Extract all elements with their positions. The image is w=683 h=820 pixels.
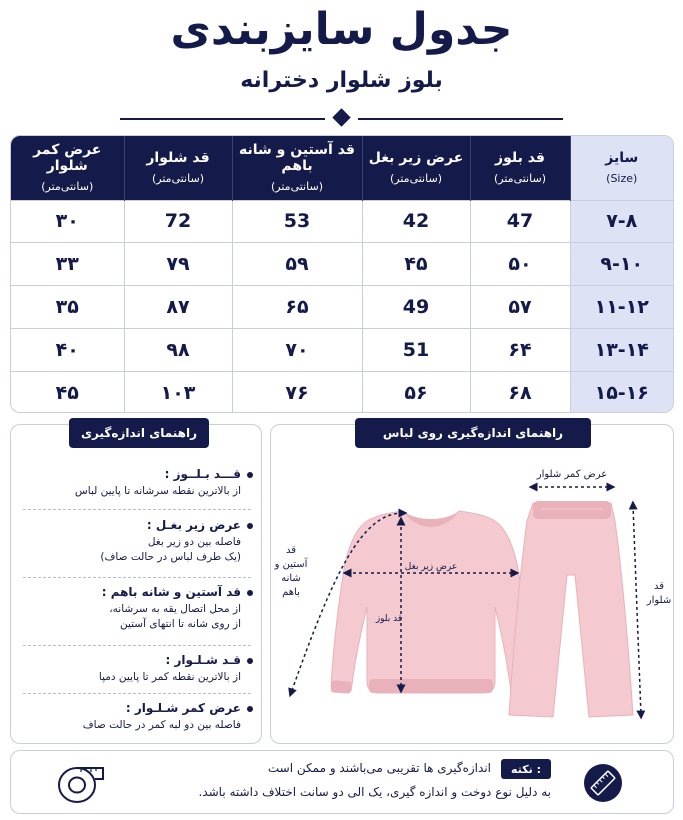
table-cell: 51	[362, 328, 470, 371]
header-pants-length: قد شلوار (سانتی‌متر)	[124, 136, 232, 200]
table-cell: ۵۶	[362, 371, 470, 413]
garment-diagram-panel	[270, 424, 674, 744]
guide-item-desc: از محل اتصال یقه به سرشانه،	[109, 603, 241, 615]
label-sleeve-3: شانه	[281, 573, 301, 584]
note-label-badge: نکته :	[501, 759, 551, 779]
measurement-guide-panel	[10, 424, 262, 744]
guide-item-top-length	[21, 467, 249, 499]
guide-item-desc: فاصله بین دو لبه کمر در حالت صاف	[82, 719, 241, 731]
note-text-line-1: اندازه‌گیری ها تقریبی می‌باشند و ممکن است	[267, 761, 491, 775]
label-top-length: قد بلوز	[375, 614, 403, 624]
label-sleeve-1: قد	[285, 545, 297, 556]
table-cell: ۵۰	[470, 243, 570, 286]
size-cell: ۱۱-۱۲	[570, 286, 673, 329]
guide-item-desc: از بالاترین نقطه سرشانه تا پایین لباس	[74, 485, 241, 497]
title-divider-right	[358, 118, 563, 120]
label-waist-width: عرض کمر شلوار	[536, 469, 608, 480]
table-cell: 42	[362, 200, 470, 243]
guide-item-desc: از روی شانه تا انتهای آستین	[119, 618, 241, 631]
ruler-icon	[583, 763, 623, 803]
guide-item-desc: از بالاترین نقطه کمر تا پایین دمپا	[98, 671, 241, 683]
table-cell: ۳۵	[11, 286, 124, 329]
table-cell: ۵۹	[232, 243, 362, 286]
guide-divider	[23, 577, 251, 578]
guide-item-title: عرض کمر شـلـوار :	[125, 701, 241, 715]
header-underarm-width: عرض زیر بغل (سانتی‌متر)	[362, 136, 470, 200]
table-cell: ۱۰۳	[124, 371, 232, 413]
sweatshirt-illustration	[331, 511, 532, 694]
measuring-tape-icon	[51, 757, 111, 809]
table-cell: ۶۴	[470, 328, 570, 371]
table-cell: ۳۰	[11, 200, 124, 243]
size-cell: ۱۵-۱۶	[570, 371, 673, 413]
table-cell: 53	[232, 200, 362, 243]
table-cell: ۴۰	[11, 328, 124, 371]
title-divider-left	[120, 118, 325, 120]
note-box	[10, 750, 674, 814]
size-cell: ۷-۸	[570, 200, 673, 243]
size-table	[11, 136, 673, 413]
table-cell: 47	[470, 200, 570, 243]
table-row	[11, 328, 673, 371]
bullet-icon	[247, 472, 253, 478]
guide-divider	[23, 645, 251, 646]
guide-item-pants-length	[21, 653, 249, 685]
header-waist-width: عرض کمر شلوار (سانتی‌متر)	[11, 136, 124, 200]
header-top-length: قد بلوز (سانتی‌متر)	[470, 136, 570, 200]
page-title: جدول سایزبندی	[170, 4, 513, 55]
guide-divider	[23, 509, 251, 510]
guide-item-title: قـد شـلـوار :	[165, 653, 241, 667]
table-cell: ۷۰	[232, 328, 362, 371]
page-subtitle: بلوز شلوار دخترانه	[240, 68, 443, 93]
table-cell: ۷۹	[124, 243, 232, 286]
table-cell: ۴۵	[11, 371, 124, 413]
diagram-title-badge: راهنمای اندازه‌گیری روی لباس	[355, 418, 591, 448]
table-cell: ۴۵	[362, 243, 470, 286]
pants-illustration	[509, 501, 633, 717]
table-row	[11, 286, 673, 329]
label-pants-length-2: شلوار	[646, 595, 672, 606]
title-diamond-ornament	[332, 108, 350, 126]
size-table-container	[10, 135, 674, 413]
size-cell: ۹-۱۰	[570, 243, 673, 286]
bullet-icon	[247, 523, 253, 529]
table-header-row	[11, 136, 673, 200]
guide-item-desc: فاصله بین دو زیر بغل	[147, 536, 241, 548]
bullet-icon	[247, 590, 253, 596]
label-underarm-width: عرض زیر بغل	[404, 562, 458, 572]
guide-item-underarm-width	[21, 518, 249, 565]
label-pants-length-1: قد	[653, 581, 665, 592]
label-sleeve-2: آستین و	[274, 559, 308, 570]
table-cell: 72	[124, 200, 232, 243]
guide-item-title: قـــد بـلــوز :	[164, 467, 241, 481]
header-size: سایز (Size)	[570, 136, 673, 200]
guide-item-title: قد آستین و شانه باهم :	[101, 585, 241, 599]
guide-title-badge: راهنمای اندازه‌گیری	[69, 418, 209, 448]
table-cell: ۷۶	[232, 371, 362, 413]
guide-divider	[23, 693, 251, 694]
table-cell: ۳۳	[11, 243, 124, 286]
table-cell: ۶۵	[232, 286, 362, 329]
table-row	[11, 371, 673, 413]
bullet-icon	[247, 658, 253, 664]
header-sleeve-shoulder-length: قد آستین و شانه باهم (سانتی‌متر)	[232, 136, 362, 200]
table-cell: ۶۸	[470, 371, 570, 413]
note-text-line-2: به دلیل نوع دوخت و اندازه گیری، یک الی دو سانت اختلاف داشته باشد.	[198, 785, 551, 799]
table-cell: ۵۷	[470, 286, 570, 329]
table-cell: ۹۸	[124, 328, 232, 371]
size-cell: ۱۳-۱۴	[570, 328, 673, 371]
garment-diagram	[271, 425, 675, 745]
table-row	[11, 200, 673, 243]
guide-item-waist-width	[21, 701, 249, 733]
label-sleeve-4: باهم	[282, 587, 300, 598]
table-cell: 49	[362, 286, 470, 329]
bullet-icon	[247, 706, 253, 712]
guide-item-title: عرض زیر بغـل :	[146, 518, 241, 532]
guide-item-sleeve-shoulder	[21, 585, 249, 632]
guide-item-desc: (یک طرف لباس در حالت صاف)	[100, 551, 241, 564]
table-row	[11, 243, 673, 286]
table-cell: ۸۷	[124, 286, 232, 329]
